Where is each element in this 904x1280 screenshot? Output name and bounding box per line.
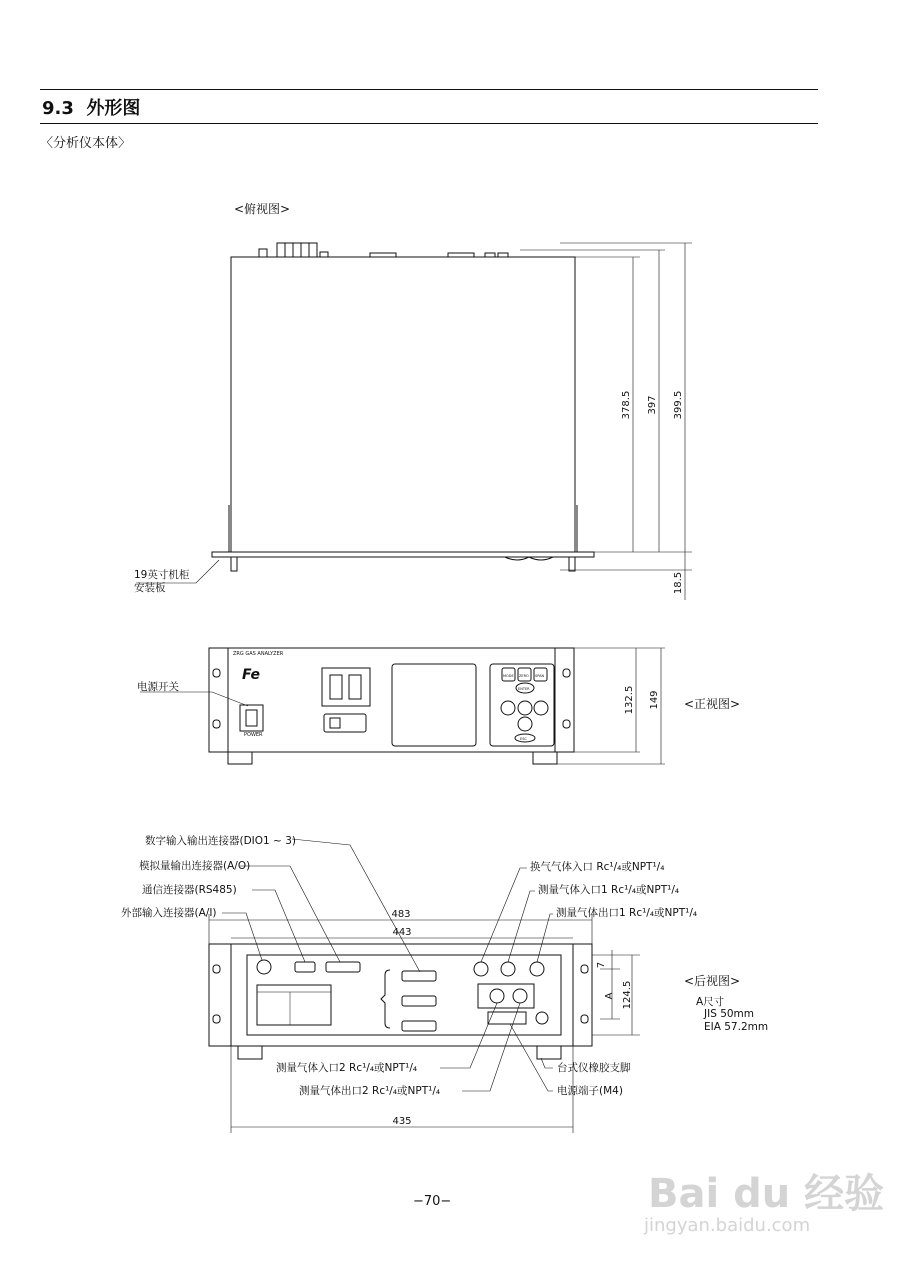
label-meas-outlet-2: 测量气体出口2 Rc¹/₄或NPT¹/₄	[299, 1085, 441, 1097]
top-view-title: <俯视图>	[234, 202, 291, 216]
dim-132-5: 132.5	[624, 685, 635, 715]
watermark-brand: Bai du 经验	[648, 1171, 885, 1217]
section-title: 外形图	[86, 98, 141, 119]
dim-a: A	[604, 992, 615, 1000]
label-rs485: 通信连接器(RS485)	[142, 884, 237, 896]
page-number: −70−	[413, 1194, 452, 1209]
key-enter: ENTER	[518, 687, 530, 691]
label-purge-inlet: 换气气体入口 Rc¹/₄或NPT¹/₄	[530, 861, 665, 873]
dim-483: 483	[391, 909, 411, 920]
dio-connector-1	[402, 971, 436, 981]
rating-plate	[257, 985, 331, 1025]
subtitle: 〈分析仪本体〉	[40, 136, 132, 151]
rear-view-title: <后视图>	[684, 974, 741, 988]
section-number: 9.3	[42, 98, 74, 119]
meas-gas-outlet-1	[530, 962, 544, 976]
dim-435: 435	[392, 1116, 412, 1127]
front-view-dims	[624, 686, 660, 715]
dim-399-5: 399.5	[673, 390, 684, 420]
rs485-connector	[295, 962, 315, 972]
label-dio: 数字输入输出连接器(DIO1 ~ 3)	[145, 835, 296, 847]
top-view-dims	[621, 391, 684, 594]
rack-plate-label-2: 安装板	[134, 582, 166, 594]
dio-connector-3	[402, 1021, 436, 1031]
label-meas-inlet-2: 测量气体入口2 Rc¹/₄或NPT¹/₄	[276, 1062, 418, 1074]
panel-model-text: ZRG GAS ANALYZER	[233, 651, 284, 657]
key-mode: MODE	[503, 674, 514, 678]
a-size-eia: EIA 57.2mm	[704, 1021, 769, 1033]
key-esc: ESC	[520, 737, 527, 741]
ai-connector	[257, 960, 271, 974]
fuji-logo: Fe	[242, 667, 260, 683]
rear-frame	[209, 944, 592, 1046]
key-zero: ZERO	[519, 674, 529, 678]
rack-plate-label-1: 19英寸机柜	[134, 569, 190, 581]
dim-397: 397	[647, 395, 658, 415]
dim-443: 443	[392, 927, 412, 938]
label-meas-inlet-1: 测量气体入口1 Rc¹/₄或NPT¹/₄	[538, 884, 680, 896]
dim-149: 149	[649, 690, 660, 710]
lcd-display	[392, 664, 476, 746]
meas-gas-inlet-1	[501, 962, 515, 976]
dim-378-5: 378.5	[621, 390, 632, 420]
purge-gas-inlet	[474, 962, 488, 976]
a-size-jis: JIS 50mm	[704, 1008, 755, 1020]
rear-panel	[247, 955, 561, 1035]
dim-124-5: 124.5	[622, 980, 633, 1010]
a-size-title: A尺寸	[696, 996, 725, 1008]
label-ai: 外部输入连接器(A/I)	[121, 907, 217, 919]
label-meas-outlet-1: 测量气体出口1 Rc¹/₄或NPT¹/₄	[556, 907, 698, 919]
dim-18-5: 18.5	[673, 571, 684, 595]
power-caption: POWER	[244, 732, 263, 738]
power-switch	[240, 705, 263, 731]
ao-connector	[326, 962, 360, 972]
label-power-terminal: 电源端子(M4)	[557, 1085, 623, 1097]
port-block-2	[478, 984, 534, 1008]
breaker	[322, 668, 370, 706]
label-ao: 模拟量输出连接器(A/O)	[139, 860, 251, 872]
label-rubber-foot: 台式仪橡胶支脚	[557, 1062, 631, 1074]
front-view-drawing	[140, 648, 665, 764]
key-span: SPAN	[535, 674, 545, 678]
power-terminal	[488, 1012, 526, 1024]
dio-connector-2	[402, 996, 436, 1006]
dim-7: 7	[596, 961, 607, 969]
top-view-drawing	[136, 243, 692, 600]
top-view-body	[231, 257, 575, 552]
front-view-title: <正视图>	[684, 697, 741, 711]
power-switch-label: 电源开关	[137, 681, 179, 693]
watermark-url: jingyan.baidu.com	[644, 1215, 811, 1236]
